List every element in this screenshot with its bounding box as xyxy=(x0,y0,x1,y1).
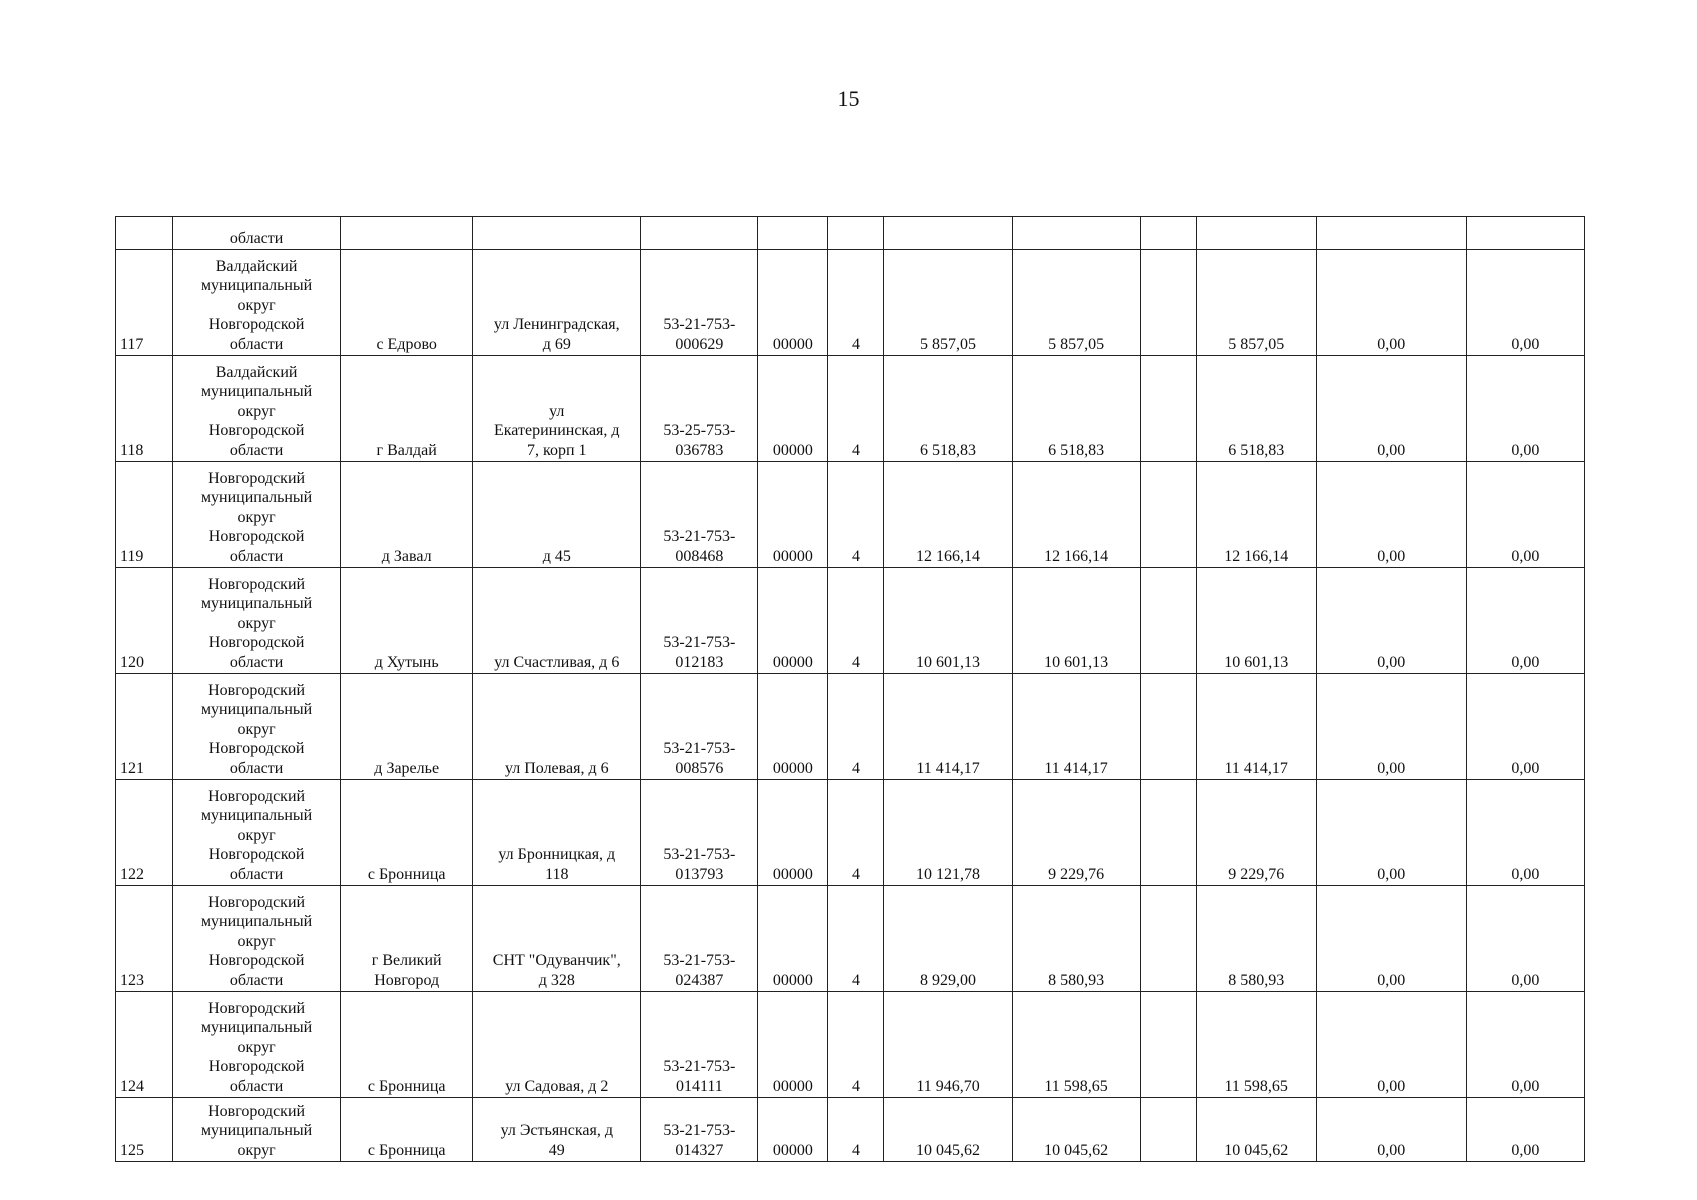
cell-locality: с Бронница xyxy=(341,780,473,886)
cell-sub: 00000 xyxy=(758,568,828,674)
cell-address xyxy=(473,674,641,780)
cell-num: 122 xyxy=(116,780,173,886)
cell-municipality-line: Новгородский xyxy=(208,999,306,1017)
cell-address-line: Екатерининская, д xyxy=(493,422,620,439)
table-row xyxy=(116,568,1585,674)
cell-address xyxy=(473,886,641,992)
cell-address-line: д 69 xyxy=(542,335,571,353)
cell-cat: 4 xyxy=(828,1098,884,1162)
cell-municipality-line: округ xyxy=(237,932,276,950)
cell-num: 118 xyxy=(116,356,173,462)
cell-municipality-line: муниципальный xyxy=(200,383,313,400)
cell-municipality xyxy=(173,886,341,992)
cell-address-line: ул Счастливая, д 6 xyxy=(494,653,620,671)
cell-v6: 0,00 xyxy=(1466,886,1584,992)
cell-code-line: 53-21-753- xyxy=(663,740,736,757)
cell-sub: 00000 xyxy=(758,356,828,462)
cell-v5: 0,00 xyxy=(1316,356,1466,462)
cell-v2: 5 857,05 xyxy=(1012,250,1140,356)
cell-v1: 6 518,83 xyxy=(884,356,1012,462)
cell-v4: 8 580,93 xyxy=(1196,886,1316,992)
cell-v2: 11 414,17 xyxy=(1012,674,1140,780)
cell-code-line: 014327 xyxy=(675,1141,724,1159)
cell-v5: 0,00 xyxy=(1316,568,1466,674)
cell-municipality xyxy=(173,250,341,356)
cell-locality: д Завал xyxy=(341,462,473,568)
cell-code-line: 000629 xyxy=(675,335,724,353)
table-row xyxy=(116,356,1585,462)
cell-v6: 0,00 xyxy=(1466,462,1584,568)
cell-v6: 0,00 xyxy=(1466,250,1584,356)
cell-address-line: ул Полевая, д 6 xyxy=(504,759,609,777)
cell-cat xyxy=(828,217,884,250)
cell-v3 xyxy=(1140,1098,1196,1162)
continuation-row xyxy=(116,217,1585,250)
cell-num xyxy=(116,217,173,250)
cell-code-line: 024387 xyxy=(675,971,724,989)
cell-v5 xyxy=(1316,217,1466,250)
table-row xyxy=(116,886,1585,992)
cell-locality: г Валдай xyxy=(341,356,473,462)
cell-locality-line: г Великий xyxy=(371,952,442,969)
cell-v5: 0,00 xyxy=(1316,250,1466,356)
cell-code-line: 013793 xyxy=(675,865,724,883)
cell-cat: 4 xyxy=(828,462,884,568)
cell-sub: 00000 xyxy=(758,992,828,1098)
cell-municipality-line: муниципальный xyxy=(200,913,313,930)
cell-municipality xyxy=(173,992,341,1098)
cell-sub: 00000 xyxy=(758,1098,828,1162)
cell-municipality-line: округ xyxy=(237,1038,276,1056)
cell-municipality-line: округ xyxy=(237,402,276,420)
cell-v2: 11 598,65 xyxy=(1012,992,1140,1098)
cell-address-line: ул Садовая, д 2 xyxy=(505,1077,609,1095)
cell-locality: с Бронница xyxy=(341,992,473,1098)
cell-municipality-line: Валдайский xyxy=(215,363,298,381)
cell-code-line: 008576 xyxy=(675,759,724,777)
cell-sub: 00000 xyxy=(758,780,828,886)
cell-code-line: 53-21-753- xyxy=(663,846,736,863)
cell-v6: 0,00 xyxy=(1466,992,1584,1098)
page-number: 15 xyxy=(837,86,860,111)
cell-code xyxy=(641,462,758,568)
cell-num: 119 xyxy=(116,462,173,568)
cell-code-line: 53-21-753- xyxy=(663,634,736,651)
cell-num: 121 xyxy=(116,674,173,780)
cell-municipality xyxy=(173,674,341,780)
cell-sub: 00000 xyxy=(758,250,828,356)
cell-code-line: 53-21-753- xyxy=(663,1122,736,1139)
cell-municipality-line: Новгородской xyxy=(208,528,305,545)
cell-cat: 4 xyxy=(828,250,884,356)
cell-v3 xyxy=(1140,250,1196,356)
cell-municipality-line: округ xyxy=(237,508,276,526)
cell-sub: 00000 xyxy=(758,886,828,992)
cell-v3 xyxy=(1140,462,1196,568)
cell-municipality-line: Новгородской xyxy=(208,422,305,439)
cell-municipality xyxy=(173,356,341,462)
cell-sub: 00000 xyxy=(758,462,828,568)
cell-sub: 00000 xyxy=(758,674,828,780)
cell-num: 120 xyxy=(116,568,173,674)
cell-cat: 4 xyxy=(828,886,884,992)
cell-address-line: д 45 xyxy=(542,547,571,565)
cell-v3 xyxy=(1140,780,1196,886)
cell-v3 xyxy=(1140,568,1196,674)
cell-code-line: 014111 xyxy=(675,1077,723,1095)
cell-v5: 0,00 xyxy=(1316,674,1466,780)
cell-num: 124 xyxy=(116,992,173,1098)
cell-municipality-line: муниципальный xyxy=(200,489,313,506)
cell-v6: 0,00 xyxy=(1466,356,1584,462)
cell-municipality-line: муниципальный xyxy=(200,701,313,718)
cell-v6: 0,00 xyxy=(1466,1098,1584,1162)
cell-code xyxy=(641,250,758,356)
cell-v3 xyxy=(1140,356,1196,462)
cell-municipality-line: округ xyxy=(237,614,276,632)
table-row xyxy=(116,992,1585,1098)
cell-code-line: 012183 xyxy=(675,653,724,671)
cell-code-line: 53-21-753- xyxy=(663,1058,736,1075)
cell-address-line: ул Эстьянская, д xyxy=(500,1122,613,1139)
cell-v6: 0,00 xyxy=(1466,780,1584,886)
cell-municipality-line: округ xyxy=(237,720,276,738)
cell-municipality-line: Новгородской xyxy=(208,740,305,757)
cell-v2: 9 229,76 xyxy=(1012,780,1140,886)
cell-v5: 0,00 xyxy=(1316,992,1466,1098)
cell-municipality-line: муниципальный xyxy=(200,1019,313,1036)
table-row xyxy=(116,462,1585,568)
cell-municipality-line: округ xyxy=(237,1141,276,1159)
cell-address xyxy=(473,780,641,886)
cell-v5: 0,00 xyxy=(1316,1098,1466,1162)
cell-v3 xyxy=(1140,992,1196,1098)
cell-v5: 0,00 xyxy=(1316,462,1466,568)
cell-address xyxy=(473,217,641,250)
table-row xyxy=(116,1098,1585,1162)
cell-v1: 11 946,70 xyxy=(884,992,1012,1098)
cell-locality: с Едрово xyxy=(341,250,473,356)
cell-v4: 10 045,62 xyxy=(1196,1098,1316,1162)
cell-v2: 10 045,62 xyxy=(1012,1098,1140,1162)
cell-municipality-line: Новгородской xyxy=(208,316,305,333)
cell-v6: 0,00 xyxy=(1466,674,1584,780)
cell-cat: 4 xyxy=(828,780,884,886)
cell-municipality-line: муниципальный xyxy=(200,1122,313,1139)
cell-address xyxy=(473,250,641,356)
table-row xyxy=(116,250,1585,356)
cell-municipality-line: Новгородской xyxy=(208,634,305,651)
cell-v2: 6 518,83 xyxy=(1012,356,1140,462)
cell-locality-line: Новгород xyxy=(374,971,440,989)
cell-v1: 11 414,17 xyxy=(884,674,1012,780)
cell-v1: 8 929,00 xyxy=(884,886,1012,992)
cell-municipality-line: Новгородский xyxy=(208,787,306,805)
cell-code xyxy=(641,674,758,780)
cell-address xyxy=(473,568,641,674)
cell-code xyxy=(641,780,758,886)
table-row xyxy=(116,780,1585,886)
cell-v3 xyxy=(1140,217,1196,250)
cell-municipality-line: Новгородский xyxy=(208,681,306,699)
cell-locality: д Хутынь xyxy=(341,568,473,674)
cell-locality xyxy=(341,886,473,992)
cell-locality xyxy=(341,217,473,250)
cell-code xyxy=(641,356,758,462)
cell-municipality-line: муниципальный xyxy=(200,277,313,294)
cell-v2: 12 166,14 xyxy=(1012,462,1140,568)
cell-address-line: 118 xyxy=(545,865,569,883)
cell-municipality-line: области xyxy=(229,441,284,459)
cell-v1: 10 045,62 xyxy=(884,1098,1012,1162)
cell-v1: 5 857,05 xyxy=(884,250,1012,356)
cell-municipality-line: Новгородской xyxy=(208,1058,305,1075)
cell-v4: 6 518,83 xyxy=(1196,356,1316,462)
cell-address-line: ул Ленинградская, xyxy=(493,316,620,333)
cell-locality: д Зарелье xyxy=(341,674,473,780)
cell-address-line: 49 xyxy=(548,1141,565,1159)
cell-v6 xyxy=(1466,217,1584,250)
cell-address-line: д 328 xyxy=(538,971,575,989)
cell-address xyxy=(473,992,641,1098)
cell-municipality-line: области xyxy=(229,653,284,671)
cell-municipality-line: округ xyxy=(237,296,276,314)
cell-municipality-line: области xyxy=(229,335,284,353)
cell-v1: 10 601,13 xyxy=(884,568,1012,674)
cell-code xyxy=(641,992,758,1098)
cell-address-line: ул xyxy=(549,402,565,420)
cell-v5: 0,00 xyxy=(1316,780,1466,886)
table-row xyxy=(116,674,1585,780)
cell-num: 123 xyxy=(116,886,173,992)
cell-v1: 12 166,14 xyxy=(884,462,1012,568)
cell-v3 xyxy=(1140,886,1196,992)
cell-municipality-line: области xyxy=(229,1077,284,1095)
cell-v6: 0,00 xyxy=(1466,568,1584,674)
cell-address xyxy=(473,462,641,568)
cell-code-line: 036783 xyxy=(675,441,724,459)
cell-v1 xyxy=(884,217,1012,250)
cell-v4: 5 857,05 xyxy=(1196,250,1316,356)
cell-v4: 10 601,13 xyxy=(1196,568,1316,674)
cell-municipality-line: области xyxy=(229,547,284,565)
cell-municipality xyxy=(173,568,341,674)
cell-address xyxy=(473,1098,641,1162)
cell-code-line: 53-21-753- xyxy=(663,316,736,333)
cell-v4: 9 229,76 xyxy=(1196,780,1316,886)
cell-cat: 4 xyxy=(828,356,884,462)
cell-code-line: 008468 xyxy=(675,547,724,565)
cell-code xyxy=(641,217,758,250)
cell-municipality-line: области xyxy=(229,865,284,883)
cell-v5: 0,00 xyxy=(1316,886,1466,992)
cell-v4 xyxy=(1196,217,1316,250)
cell-num: 117 xyxy=(116,250,173,356)
cell-cat: 4 xyxy=(828,568,884,674)
cell-sub xyxy=(758,217,828,250)
cell-v1: 10 121,78 xyxy=(884,780,1012,886)
cell-address xyxy=(473,356,641,462)
cell-municipality-line: области xyxy=(229,759,284,777)
cell-municipality-line: Новгородской xyxy=(208,846,305,863)
cell-municipality-line: Валдайский xyxy=(215,257,298,275)
cell-municipality xyxy=(173,462,341,568)
cell-municipality xyxy=(173,780,341,886)
cell-municipality-line: области xyxy=(229,971,284,989)
cell-municipality xyxy=(173,1098,341,1162)
cell-code-line: 53-25-753- xyxy=(663,422,736,439)
cell-code xyxy=(641,1098,758,1162)
cell-municipality-line: Новгородский xyxy=(208,1102,306,1120)
cell-municipality-line: Новгородский xyxy=(208,893,306,911)
cell-municipality: области xyxy=(173,217,341,250)
cell-municipality-line: муниципальный xyxy=(200,807,313,824)
cell-municipality-line: округ xyxy=(237,826,276,844)
cell-code xyxy=(641,886,758,992)
cell-municipality-line: Новгородский xyxy=(208,469,306,487)
cell-v2: 8 580,93 xyxy=(1012,886,1140,992)
cell-municipality-line: Новгородской xyxy=(208,952,305,969)
cell-v3 xyxy=(1140,674,1196,780)
cell-municipality-line: муниципальный xyxy=(200,595,313,612)
cell-address-line: СНТ "Одуванчик", xyxy=(492,952,621,969)
cell-code xyxy=(641,568,758,674)
cell-code-line: 53-21-753- xyxy=(663,952,736,969)
cell-v4: 11 598,65 xyxy=(1196,992,1316,1098)
cell-cat: 4 xyxy=(828,674,884,780)
cell-num: 125 xyxy=(116,1098,173,1162)
cell-v2 xyxy=(1012,217,1140,250)
cell-address-line: ул Бронницкая, д xyxy=(498,846,616,863)
cell-v4: 11 414,17 xyxy=(1196,674,1316,780)
cell-v4: 12 166,14 xyxy=(1196,462,1316,568)
cell-address-line: 7, корп 1 xyxy=(527,441,587,459)
cell-municipality-line: Новгородский xyxy=(208,575,306,593)
cell-v2: 10 601,13 xyxy=(1012,568,1140,674)
registry-table xyxy=(115,216,1585,1162)
cell-cat: 4 xyxy=(828,992,884,1098)
cell-code-line: 53-21-753- xyxy=(663,528,736,545)
cell-locality: с Бронница xyxy=(341,1098,473,1162)
